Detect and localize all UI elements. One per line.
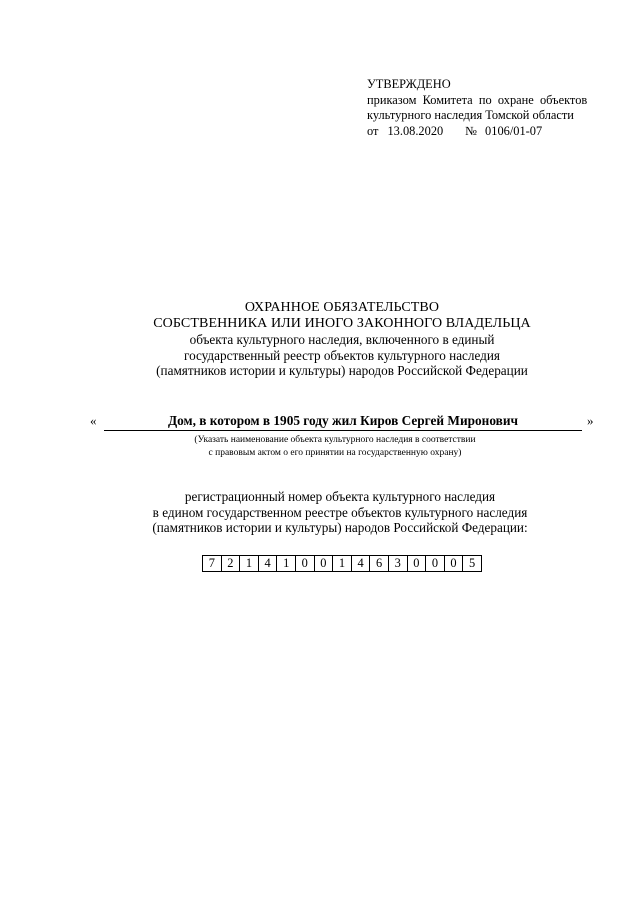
registration-digit-box: 1 <box>240 555 259 572</box>
approval-date: 13.08.2020 <box>387 123 444 138</box>
registration-digit-box: 2 <box>222 555 241 572</box>
registration-line-1: регистрационный номер объекта культурного наследия <box>184 489 496 504</box>
document-heading <box>60 300 624 379</box>
registration-digit-box: 0 <box>445 555 464 572</box>
approval-line-2: культурного наследия Томской области <box>367 108 574 122</box>
registration-digit-box: 0 <box>296 555 315 572</box>
registration-digit-box: 4 <box>352 555 371 572</box>
registration-digit-box: 1 <box>277 555 296 572</box>
object-hint-line-2: с правовым актом о его принятии на государственную охрану) <box>208 447 462 458</box>
approval-number: 0106/01-07 <box>485 123 543 138</box>
registration-caption <box>100 489 580 536</box>
heading-line-5: (памятников истории и культуры) народов Российской Федерации <box>156 363 528 379</box>
registration-line-3: (памятников истории и культуры) народов Российской Федерации: <box>152 520 528 536</box>
heading-line-2: СОБСТВЕННИКА ИЛИ ИНОГО ЗАКОННОГО ВЛАДЕЛЬЦА <box>153 316 531 331</box>
registration-digit-box: 4 <box>259 555 278 572</box>
object-name-hint <box>150 434 520 459</box>
object-name-row <box>0 412 640 434</box>
registration-digit-box: 5 <box>463 555 482 572</box>
registration-line-2: в едином государственном реестре объектов культурного наследия <box>152 504 528 520</box>
approval-number-sign: № <box>465 123 478 138</box>
heading-line-4: государственный реестр объектов культурного наследия <box>183 347 500 363</box>
approval-stamp <box>367 77 617 139</box>
approval-date-row <box>367 124 617 140</box>
registration-digit-box: 0 <box>426 555 445 572</box>
heading-line-1: ОХРАННОЕ ОБЯЗАТЕЛЬСТВО <box>244 300 440 315</box>
registration-digit-box: 6 <box>370 555 389 572</box>
heading-line-3: объекта культурного наследия, включенного в единый <box>189 332 495 347</box>
registration-digit-box: 0 <box>408 555 427 572</box>
quote-close: » <box>587 413 594 428</box>
object-name: Дом, в котором в 1905 году жил Киров Сергей Миронович <box>104 412 582 431</box>
registration-digit-box: 1 <box>333 555 352 572</box>
quote-open: « <box>90 413 97 428</box>
approval-line-1: приказом Комитета по охране объектов <box>367 92 588 107</box>
registration-number-boxes <box>202 555 482 572</box>
object-hint-line-1: (Указать наименование объекта культурного наследия в соответствии <box>194 435 476 445</box>
approval-title: УТВЕРЖДЕНО <box>367 77 451 91</box>
approval-date-prefix: от <box>367 123 379 138</box>
registration-digit-box: 3 <box>389 555 408 572</box>
registration-digit-box: 0 <box>315 555 334 572</box>
registration-digit-box: 7 <box>203 555 222 572</box>
